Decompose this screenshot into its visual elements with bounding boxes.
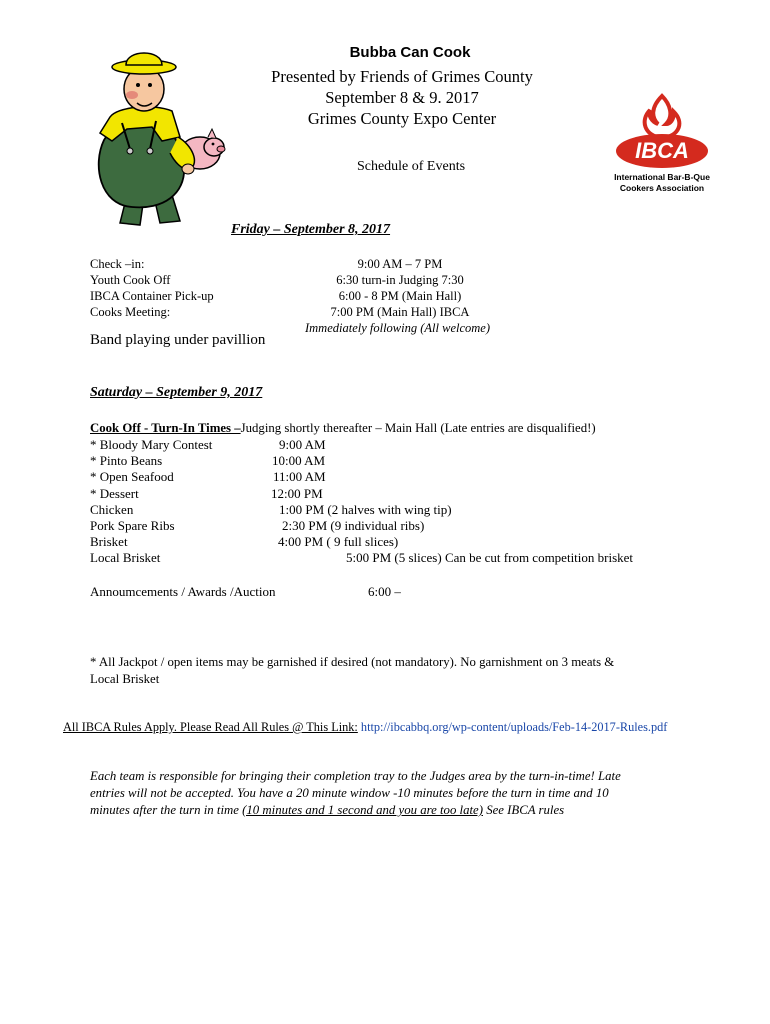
friday-time-container: 6:00 - 8 PM (Main Hall): [338, 289, 462, 303]
rules-text: All IBCA Rules Apply. Please Read All Rules @ This Link:: [63, 720, 358, 734]
ibca-logo-line1: International Bar-B-Que: [614, 172, 710, 182]
turnin-time: 12:00 PM: [271, 486, 323, 501]
jackpot-note-line2: Local Brisket: [90, 672, 160, 686]
tray-note-line3-a: minutes after the turn in time: [90, 803, 243, 817]
turnin-time: 4:00 PM ( 9 full slices): [278, 534, 399, 549]
ibca-badge: IBCA: [616, 134, 708, 168]
ibca-logo-line2: Cookers Association: [619, 183, 705, 193]
schedule-heading: Schedule of Events: [356, 159, 466, 174]
turnin-name: Pork Spare Ribs: [90, 518, 175, 533]
friday-label-container: IBCA Container Pick-up: [90, 289, 214, 303]
tray-note-line1: Each team is responsible for bringing their completion tray to the Judges area by the turn-in-time! Late: [90, 769, 621, 783]
turnin-time: 1:00 PM (2 halves with wing tip): [279, 502, 452, 517]
friday-time-youth: 6:30 turn-in Judging 7:30: [336, 273, 464, 287]
cookoff-note: Judging shortly thereafter – Main Hall (Late entries are disqualified!): [240, 421, 596, 435]
tray-note-line2: entries will not be accepted. You have a 20 minute window -10 minutes before the turn in time and 10: [90, 786, 609, 800]
event-venue: Grimes County Expo Center: [307, 109, 497, 128]
turnin-name: Brisket: [90, 534, 128, 549]
turnin-name: * Dessert: [90, 486, 139, 501]
event-title: Bubba Can Cook: [349, 44, 471, 61]
friday-times: [300, 256, 500, 336]
awards-time: 6:00 –: [368, 584, 401, 599]
friday-label-checkin: Check –in:: [90, 257, 145, 271]
tray-note-line3: [90, 802, 621, 819]
turnin-time: 11:00 AM: [273, 469, 326, 484]
friday-following-note: Immediately following (All welcome): [304, 321, 491, 335]
turnin-name: Chicken: [90, 502, 134, 517]
jackpot-note: [90, 654, 614, 688]
band-note: Band playing under pavillion: [90, 332, 266, 348]
awards-label: Annoumcements / Awards /Auction: [90, 584, 276, 599]
ibca-logo: [612, 92, 712, 200]
event-dates: September 8 & 9. 2017: [325, 88, 479, 107]
presenter-line: Presented by Friends of Grimes County: [271, 67, 533, 86]
turnin-name: * Open Seafood: [90, 469, 174, 484]
tray-note-line3-c: See IBCA rules: [483, 803, 565, 817]
turnin-time: 2:30 PM (9 individual ribs): [282, 518, 425, 533]
turnin-time: 9:00 AM: [279, 437, 326, 452]
tray-note: [90, 768, 621, 819]
saturday-heading: Saturday – September 9, 2017: [90, 385, 263, 400]
rules-note: [63, 720, 667, 735]
cookoff-title: Cook Off - Turn-In Times –: [90, 421, 241, 435]
tray-note-line3-b: (10 minutes and 1 second and you are too late): [242, 803, 483, 817]
friday-label-youth: Youth Cook Off: [90, 273, 171, 287]
turnin-name: * Bloody Mary Contest: [90, 437, 213, 452]
friday-time-meeting: 7:00 PM (Main Hall) IBCA: [330, 305, 470, 319]
turnin-name: Local Brisket: [90, 550, 161, 565]
turnin-name: * Pinto Beans: [90, 453, 163, 468]
friday-label-meeting: Cooks Meeting:: [90, 305, 171, 319]
rules-link[interactable]: http://ibcabbq.org/wp-content/uploads/Feb-14-2017-Rules.pdf: [360, 720, 668, 734]
cookoff-header: [90, 421, 596, 436]
turnin-time: 10:00 AM: [272, 453, 326, 468]
friday-heading: Friday – September 8, 2017: [231, 222, 391, 237]
friday-labels: [90, 256, 214, 320]
friday-time-checkin: 9:00 AM – 7 PM: [357, 257, 443, 271]
turnin-time: 5:00 PM (5 slices) Can be cut from competition brisket: [346, 550, 634, 565]
jackpot-note-line1: * All Jackpot / open items may be garnished if desired (not mandatory). No garnishment on 3 meats &: [90, 655, 615, 669]
